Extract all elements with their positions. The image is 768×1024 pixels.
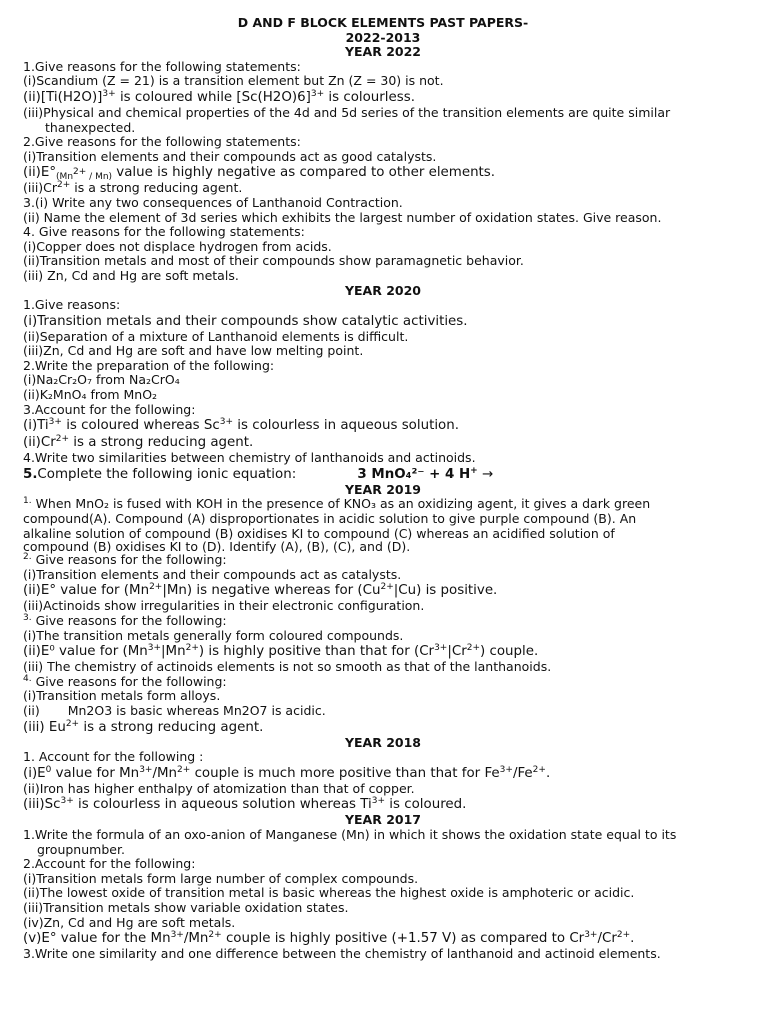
year-heading-2017: YEAR 2017	[344, 812, 422, 828]
question-line: (ii)Transition metals and most of their compounds show paramagnetic behavior.	[23, 253, 524, 269]
question-line: (i)Na₂Cr₂O₇ from Na₂CrO₄	[23, 372, 180, 388]
question-line: 2.Account for the following:	[23, 856, 196, 872]
question-line: 1. Account for the following :	[23, 749, 204, 765]
question-line: $(i)E^0$ value for $Mn^{3+}/Mn^{2+}$ couple is much more positive than that for $Fe^{3+}/Fe^{2+}$.	[23, 764, 551, 781]
year-heading-2019: YEAR 2019	[344, 481, 422, 497]
question-line: (ii) Name the element of 3d series which exhibits the largest number of oxidation states. Give reason.	[23, 209, 662, 225]
question-line: (i)Transition elements and their compounds act as catalysts.	[23, 566, 402, 582]
question-line: 3.Account for the following:	[23, 401, 196, 417]
question-line: $^{4.}$ Give reasons for the following:	[23, 673, 227, 689]
question-line: (ii)Separation of a mixture of Lanthanoid elements is difficult.	[23, 328, 409, 344]
question-line: $(i)Ti^{3+}$ is coloured whereas $Sc^{3+}$ is colourless in aqueous solution.	[23, 417, 459, 434]
question-line: (v)E° value for the $Mn^{3+}/Mn^{2+}$ couple is highly positive (+1.57 V) as compared to $Cr^{3+}/Cr^{2+}$.	[23, 930, 635, 947]
document-page	[23, 16, 743, 962]
question-line: (ii)Iron has higher enthalpy of atomization than that of copper.	[23, 780, 415, 796]
year-heading-2022: YEAR 2022	[344, 44, 422, 60]
question-line: 2.Give reasons for the following statements:	[23, 134, 301, 150]
question-line: (ii) Mn2O3 is basic whereas Mn2O7 is acidic.	[23, 702, 326, 718]
question-line: (i)Copper does not displace hydrogen from acids.	[23, 238, 332, 254]
question-line: 1.Give reasons for the following statements:	[23, 58, 301, 74]
question-line: $(ii)E^\circ_{(Mn^{2+} / Mn)}$ value is highly negative as compared to other elements.	[23, 165, 496, 183]
question-line: (iii)Actinoids show irregularities in their electronic configuration.	[23, 598, 425, 614]
question-line: (iv)Zn, Cd and Hg are soft metals.	[23, 914, 236, 930]
question-line: 1.Give reasons:	[23, 297, 121, 313]
question-line: (iii) $Eu^{2+}$ is a strong reducing agent.	[23, 718, 264, 735]
question-line: groupnumber.	[37, 841, 125, 857]
question-line: (i)Scandium (Z = 21) is a transition element but Zn (Z = 30) is not.	[23, 73, 444, 89]
question-line: (ii)E° value for $(Mn^{2+}|Mn)$ is negative whereas for $(Cu^{2+}|Cu)$ is positive.	[23, 582, 498, 599]
question-line: (ii)K₂MnO₄ from MnO₂	[23, 387, 158, 403]
question-line: thanexpected.	[45, 119, 136, 135]
question-line: (iii)Zn, Cd and Hg are soft and have low melting point.	[23, 343, 364, 359]
question-line: 2.Write the preparation of the following:	[23, 357, 275, 373]
question-line: $(iii)Sc^{3+}$ is colourless in aqueous solution whereas $Ti^{3+}$ is coloured.	[23, 796, 467, 813]
question-line: (iii) The chemistry of actinoids elements is not so smooth as that of the lanthanoids.	[23, 659, 552, 675]
question-line: (iii)Physical and chemical properties of the 4d and 5d series of the transition elements are quite similar	[23, 104, 671, 120]
question-line: compound(A). Compound (A) disproportionates in acidic solution to give purple compound (B). An	[23, 511, 637, 527]
question-line: alkaline solution of compound (B) oxidises KI to compound (C) whereas an acidified solution of	[23, 525, 615, 541]
question-line: 4.Write two similarities between chemistry of lanthanoids and actinoids.	[23, 450, 476, 466]
question-line: (i)Transition metals form large number of complex compounds.	[23, 870, 419, 886]
question-line: $^{3.}$ Give reasons for the following:	[23, 613, 227, 628]
question-line: 5.Complete the following ionic equation: 3 MnO₄²⁻ + 4 H+ →	[23, 465, 494, 482]
question-line: $(ii)Cr^{2+}$ is a strong reducing agent.	[23, 434, 254, 451]
question-line: (ii)The lowest oxide of transition metal is basic whereas the highest oxide is amphoteric or acidic.	[23, 885, 635, 901]
document-title: D AND F BLOCK ELEMENTS PAST PAPERS-	[237, 15, 529, 30]
document-subtitle: 2022-2013	[345, 29, 421, 45]
year-heading-2018: YEAR 2018	[344, 734, 422, 750]
question-line: (i)Transition elements and their compounds act as good catalysts.	[23, 148, 437, 164]
question-line: compound (B) oxidises KI to (D). Identify (A), (B), (C), and (D).	[23, 539, 411, 555]
question-line: (iii)Transition metals show variable oxidation states.	[23, 899, 349, 915]
question-line: 1.Write the formula of an oxo-anion of Manganese (Mn) in which it shows the oxidation state equal to its	[23, 826, 677, 842]
year-heading-2020: YEAR 2020	[344, 282, 422, 298]
question-line: (iii) Zn, Cd and Hg are soft metals.	[23, 267, 239, 283]
question-line: $^{1.}$ When MnO₂ is fused with KOH in the presence of KNO₃ as an oxidizing agent, it gives a dark green	[23, 496, 651, 512]
question-line: $^{2.}$ Give reasons for the following:	[23, 552, 227, 568]
question-line: 3.(i) Write any two consequences of Lanthanoid Contraction.	[23, 194, 403, 210]
question-line: $(ii)[Ti(H2O)]^{3+}$ is coloured while $[Sc(H2O)6]^{3+}$ is colourless.	[23, 88, 415, 105]
question-line: $(iii)Cr^{2+}$ is a strong reducing agent.	[23, 180, 243, 196]
question-line: (i)Transition metals and their compounds show catalytic activities.	[23, 313, 468, 329]
question-line: 3.Write one similarity and one difference between the chemistry of lanthanoid and actinoid elements.	[23, 946, 661, 962]
question-line: (i)The transition metals generally form coloured compounds.	[23, 627, 404, 643]
question-line: 4. Give reasons for the following statements:	[23, 224, 305, 240]
question-line: (i)Transition metals form alloys.	[23, 688, 221, 704]
question-line: (ii)E⁰ value for $(Mn^{3+}|Mn^{2+})$ is highly positive than that for $(Cr^{3+}|Cr^{2+})$ couple.	[23, 643, 539, 660]
